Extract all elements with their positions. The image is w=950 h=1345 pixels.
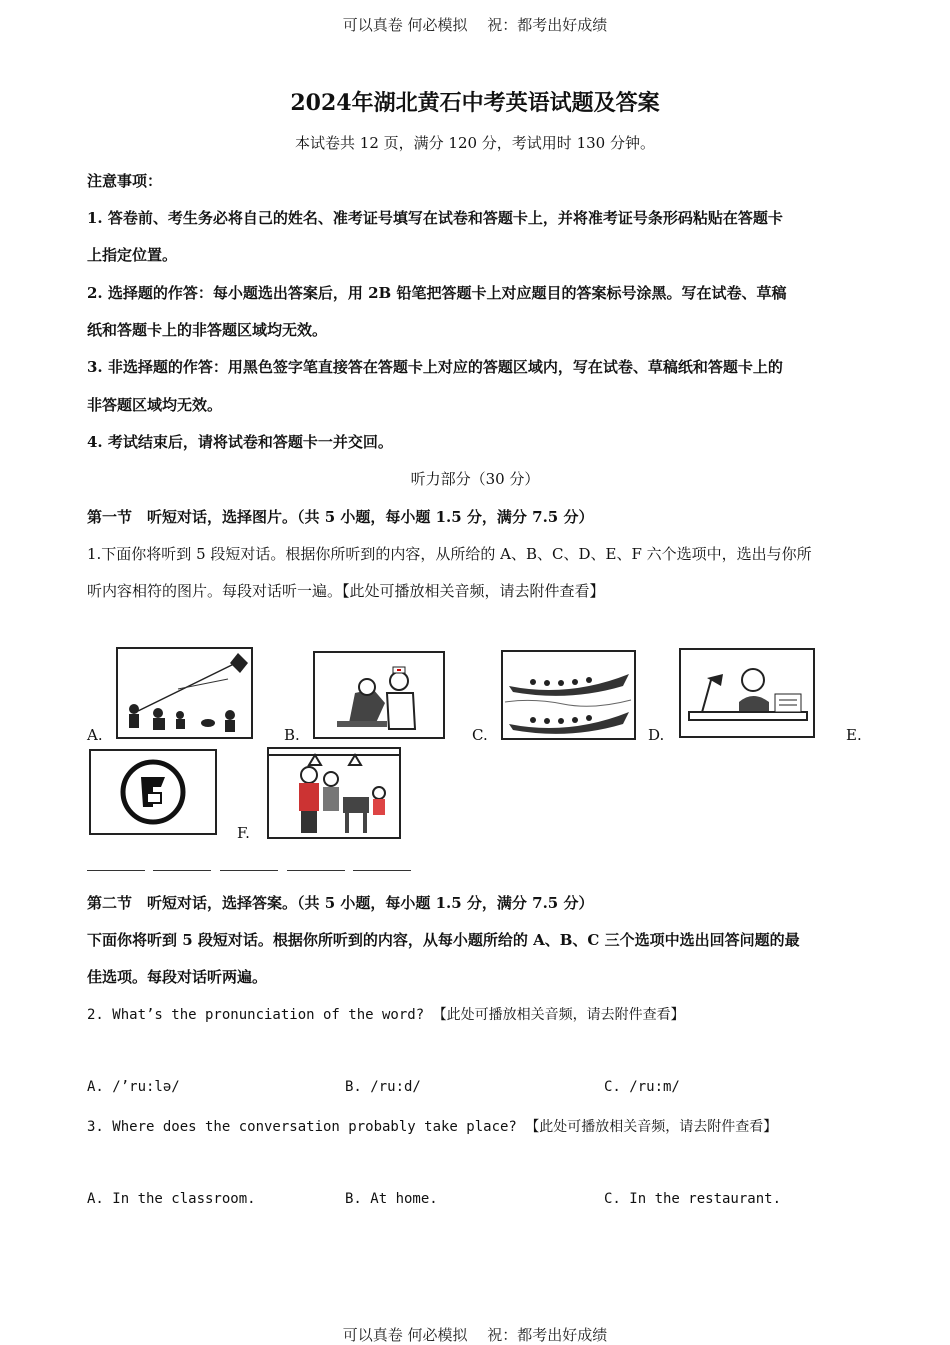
q1-instruction: 听内容相符的图片。每段对话听一遍。【此处可播放相关音频，请去附件查看】: [87, 582, 605, 600]
section2-heading: 第二节 听短对话，选择答案。（共 5 小题，每小题 1.5 分，满分 7.5 分）: [87, 894, 594, 912]
giving-seat-on-bus-picture: [267, 747, 401, 839]
section2-instruction: 下面你将听到 5 段短对话。根据你所听到的内容，从每小题所给的 A、B、C 三个选项中选出回答问题的最: [87, 931, 800, 949]
question-2-stem: 2. What’s the pronunciation of the word? 【此处可播放相关音频，请去附件查看】: [87, 1007, 685, 1023]
note-line: 4. 考试结束后，请将试卷和答题卡一并交回。: [87, 433, 393, 451]
no-smoking-sign-picture: [89, 749, 217, 835]
kite-flying-picture: [116, 647, 253, 739]
student-studying-picture: [679, 648, 815, 738]
note-line: 2. 选择题的作答：每小题选出答案后，用 2B 铅笔把答题卡上对应题目的答案标号涂黑。写在试卷、草稿: [87, 284, 787, 302]
note-line: 1. 答卷前、考生务必将自己的姓名、准考证号填写在试卷和答题卡上，并将准考证号条形码粘贴在答题卡: [87, 209, 783, 227]
answer-blank-4[interactable]: [287, 870, 345, 871]
answer-blank-3[interactable]: [220, 870, 278, 871]
note-line: 纸和答题卡上的非答题区域均无效。: [87, 321, 328, 339]
q3-option-c[interactable]: C. In the restaurant.: [604, 1191, 782, 1207]
option-f-label: F.: [237, 824, 250, 842]
answer-blank-2[interactable]: [153, 870, 211, 871]
option-d-label: D.: [648, 726, 665, 744]
q2-option-a[interactable]: A. /’ru:lə/: [87, 1079, 180, 1095]
page-title: 2024年湖北黄石中考英语试题及答案: [290, 90, 660, 116]
section2-instruction: 佳选项。每段对话听两遍。: [87, 968, 268, 986]
q2-option-b[interactable]: B. /ru:d/: [345, 1079, 421, 1095]
option-b-label: B.: [284, 726, 300, 744]
dragon-boat-picture: [501, 650, 636, 740]
q3-option-a[interactable]: A. In the classroom.: [87, 1191, 256, 1207]
answer-blank-5[interactable]: [353, 870, 411, 871]
q1-instruction: 1.下面你将听到 5 段短对话。根据你所听到的内容，从所给的 A、B、C、D、E、F 六个选项中，选出与你所: [87, 545, 812, 563]
page-header: 可以真卷 何必模拟 祝：都考出好成绩: [342, 16, 608, 34]
dentist-picture: [313, 651, 445, 739]
answer-blank-1[interactable]: [87, 870, 145, 871]
option-a-label: A.: [87, 726, 103, 744]
notes-heading: 注意事项：: [87, 172, 163, 190]
listening-heading: 听力部分（30 分）: [410, 470, 540, 488]
option-e-label: E.: [846, 726, 862, 744]
exam-info: 本试卷共 12 页，满分 120 分，考试用时 130 分钟。: [295, 134, 655, 152]
note-line: 上指定位置。: [87, 246, 178, 264]
option-c-label: C.: [472, 726, 488, 744]
note-line: 3. 非选择题的作答：用黑色签字笔直接答在答题卡上对应的答题区域内，写在试卷、草稿纸和答题卡上的: [87, 358, 783, 376]
section1-heading: 第一节 听短对话，选择图片。（共 5 小题，每小题 1.5 分，满分 7.5 分）: [87, 508, 594, 526]
q2-option-c[interactable]: C. /ru:m/: [604, 1079, 680, 1095]
q3-option-b[interactable]: B. At home.: [345, 1191, 438, 1207]
note-line: 非答题区域均无效。: [87, 396, 223, 414]
question-3-stem: 3. Where does the conversation probably take place? 【此处可播放相关音频，请去附件查看】: [87, 1119, 778, 1135]
page-footer: 可以真卷 何必模拟 祝：都考出好成绩: [342, 1326, 608, 1344]
